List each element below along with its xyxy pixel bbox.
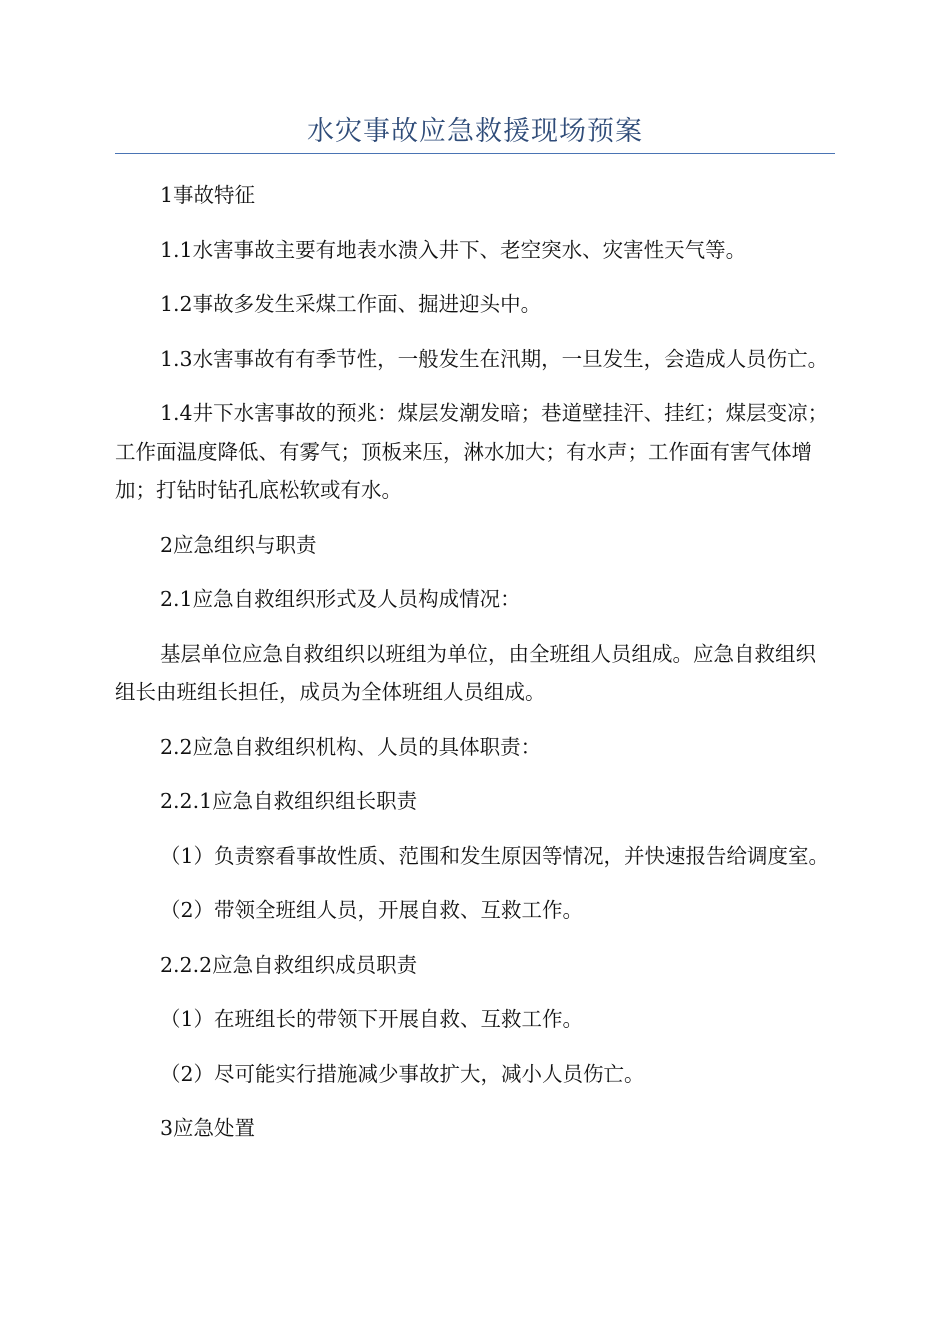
subsection-heading: 2.2.2应急自救组织成员职责: [160, 952, 418, 977]
paragraph: 1.1水害事故主要有地表水溃入井下、老空突水、灾害性天气等。: [160, 237, 747, 262]
section-heading: 3应急处置: [160, 1116, 256, 1140]
document-body: [115, 176, 835, 1164]
paragraph: 1.4井下水害事故的预兆：煤层发潮发暗；巷道壁挂汗、挂红；煤层变凉；工作面温度降低、有雾气；顶板来压，淋水加大；有水声；工作面有害气体增加；打钻时钻孔底松软或有水。: [115, 401, 829, 502]
paragraph: 1.2事故多发生采煤工作面、掘进迎头中。: [160, 292, 542, 316]
paragraph: 2.2应急自救组织机构、人员的具体职责：: [160, 734, 542, 759]
paragraph: 2.1应急自救组织形式及人员构成情况：: [160, 587, 521, 611]
list-item: （2）带领全班组人员，开展自救、互救工作。: [160, 898, 584, 922]
subsection-heading: 2.2.1应急自救组织组长职责: [160, 789, 418, 813]
paragraph: 1.3水害事故有有季节性，一般发生在汛期，一旦发生，会造成人员伤亡。: [160, 346, 829, 371]
section-heading: 2应急组织与职责: [160, 532, 317, 557]
list-item: （1）负责察看事故性质、范围和发生原因等情况，并快速报告给调度室。: [160, 843, 830, 868]
section-heading: 1事故特征: [160, 183, 256, 207]
title-underline: [115, 153, 835, 154]
list-item: （1）在班组长的带领下开展自救、互救工作。: [160, 1007, 584, 1031]
list-item: （2）尽可能实行措施减少事故扩大，减小人员伤亡。: [160, 1061, 645, 1086]
paragraph: 基层单位应急自救组织以班组为单位，由全班组人员组成。应急自救组织组长由班组长担任，成员为全体班组人员组成。: [115, 641, 816, 704]
document-title: 水灾事故应急救援现场预案: [307, 116, 643, 147]
